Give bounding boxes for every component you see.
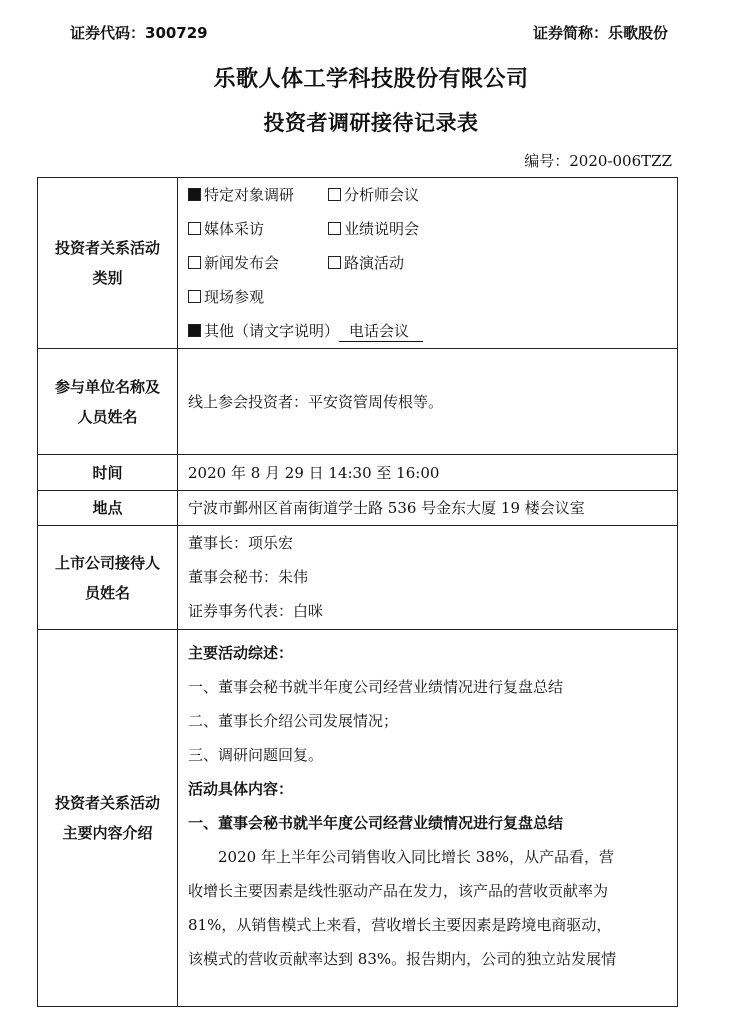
checkbox-empty-icon: [328, 256, 341, 269]
summary-item: 一、董事会秘书就半年度公司经营业绩情况进行复盘总结: [188, 678, 564, 696]
paragraph-line: 该模式的营收贡献率达到 83%。报告期内，公司的独立站发展情: [188, 950, 617, 968]
receptionist-representative: 证券事务代表：白咪: [188, 602, 324, 620]
record-table: [37, 177, 678, 1007]
checkbox-checked-icon: [188, 188, 201, 201]
summary-title: 主要活动综述：: [188, 644, 294, 662]
content-body: [178, 630, 678, 1007]
table-row-content: [38, 630, 678, 1007]
receptionists-list: [178, 526, 678, 630]
category-options: [178, 178, 678, 349]
option-other[interactable]: 其他（请文字说明）: [188, 314, 339, 348]
checkbox-empty-icon: [328, 188, 341, 201]
details-title: 活动具体内容：: [188, 780, 294, 798]
content-label: 投资者关系活动 主要内容介绍: [38, 630, 178, 1007]
participants-label: 参与单位名称及 人员姓名: [38, 349, 178, 455]
time-label: 时间: [38, 455, 178, 491]
table-row-location: [38, 491, 678, 526]
option-specific-research[interactable]: 特定对象调研: [188, 178, 328, 212]
participants-value: 线上参会投资者：平安资管周传根等。: [178, 349, 678, 455]
stock-code: 证券代码：300729: [70, 24, 208, 42]
checkbox-empty-icon: [188, 222, 201, 235]
option-press-conference[interactable]: 新闻发布会: [188, 246, 328, 280]
paragraph-line: 81%，从销售模式上来看，营收增长主要因素是跨境电商驱动，: [188, 916, 612, 934]
option-roadshow[interactable]: 路演活动: [328, 246, 404, 280]
section-title: 一、董事会秘书就半年度公司经营业绩情况进行复盘总结: [188, 814, 564, 832]
category-label: 投资者关系活动 类别: [38, 178, 178, 349]
summary-item: 二、董事长介绍公司发展情况；: [188, 712, 399, 730]
option-analyst-meeting[interactable]: 分析师会议: [328, 178, 419, 212]
other-value: 电话会议: [339, 321, 423, 342]
table-row-category: [38, 178, 678, 349]
receptionists-label: 上市公司接待人 员姓名: [38, 526, 178, 630]
document-number: 编号：2020-006TZZ: [524, 152, 672, 170]
option-earnings-briefing[interactable]: 业绩说明会: [328, 212, 419, 246]
table-row-time: [38, 455, 678, 491]
option-media-interview[interactable]: 媒体采访: [188, 212, 328, 246]
stock-name: 证券简称：乐歌股份: [532, 24, 668, 42]
company-title: 乐歌人体工学科技股份有限公司: [213, 67, 529, 92]
summary-item: 三、调研问题回复。: [188, 746, 324, 764]
paragraph-line: 2020 年上半年公司销售收入同比增长 38%，从产品看，营: [218, 848, 615, 866]
location-label: 地点: [38, 491, 178, 526]
checkbox-empty-icon: [328, 222, 341, 235]
time-value: 2020 年 8 月 29 日 14:30 至 16:00: [178, 455, 678, 491]
receptionist-chairman: 董事长：项乐宏: [188, 534, 294, 552]
checkbox-empty-icon: [188, 256, 201, 269]
location-value: 宁波市鄞州区首南街道学士路 536 号金东大厦 19 楼会议室: [178, 491, 678, 526]
table-row-receptionists: [38, 526, 678, 630]
option-site-visit[interactable]: 现场参观: [188, 280, 264, 314]
form-title: 投资者调研接待记录表: [263, 111, 479, 135]
paragraph-line: 收增长主要因素是线性驱动产品在发力，该产品的营收贡献率为: [188, 882, 609, 900]
table-row-participants: [38, 349, 678, 455]
checkbox-checked-icon: [188, 324, 201, 337]
checkbox-empty-icon: [188, 290, 201, 303]
receptionist-secretary: 董事会秘书：朱伟: [188, 568, 309, 586]
